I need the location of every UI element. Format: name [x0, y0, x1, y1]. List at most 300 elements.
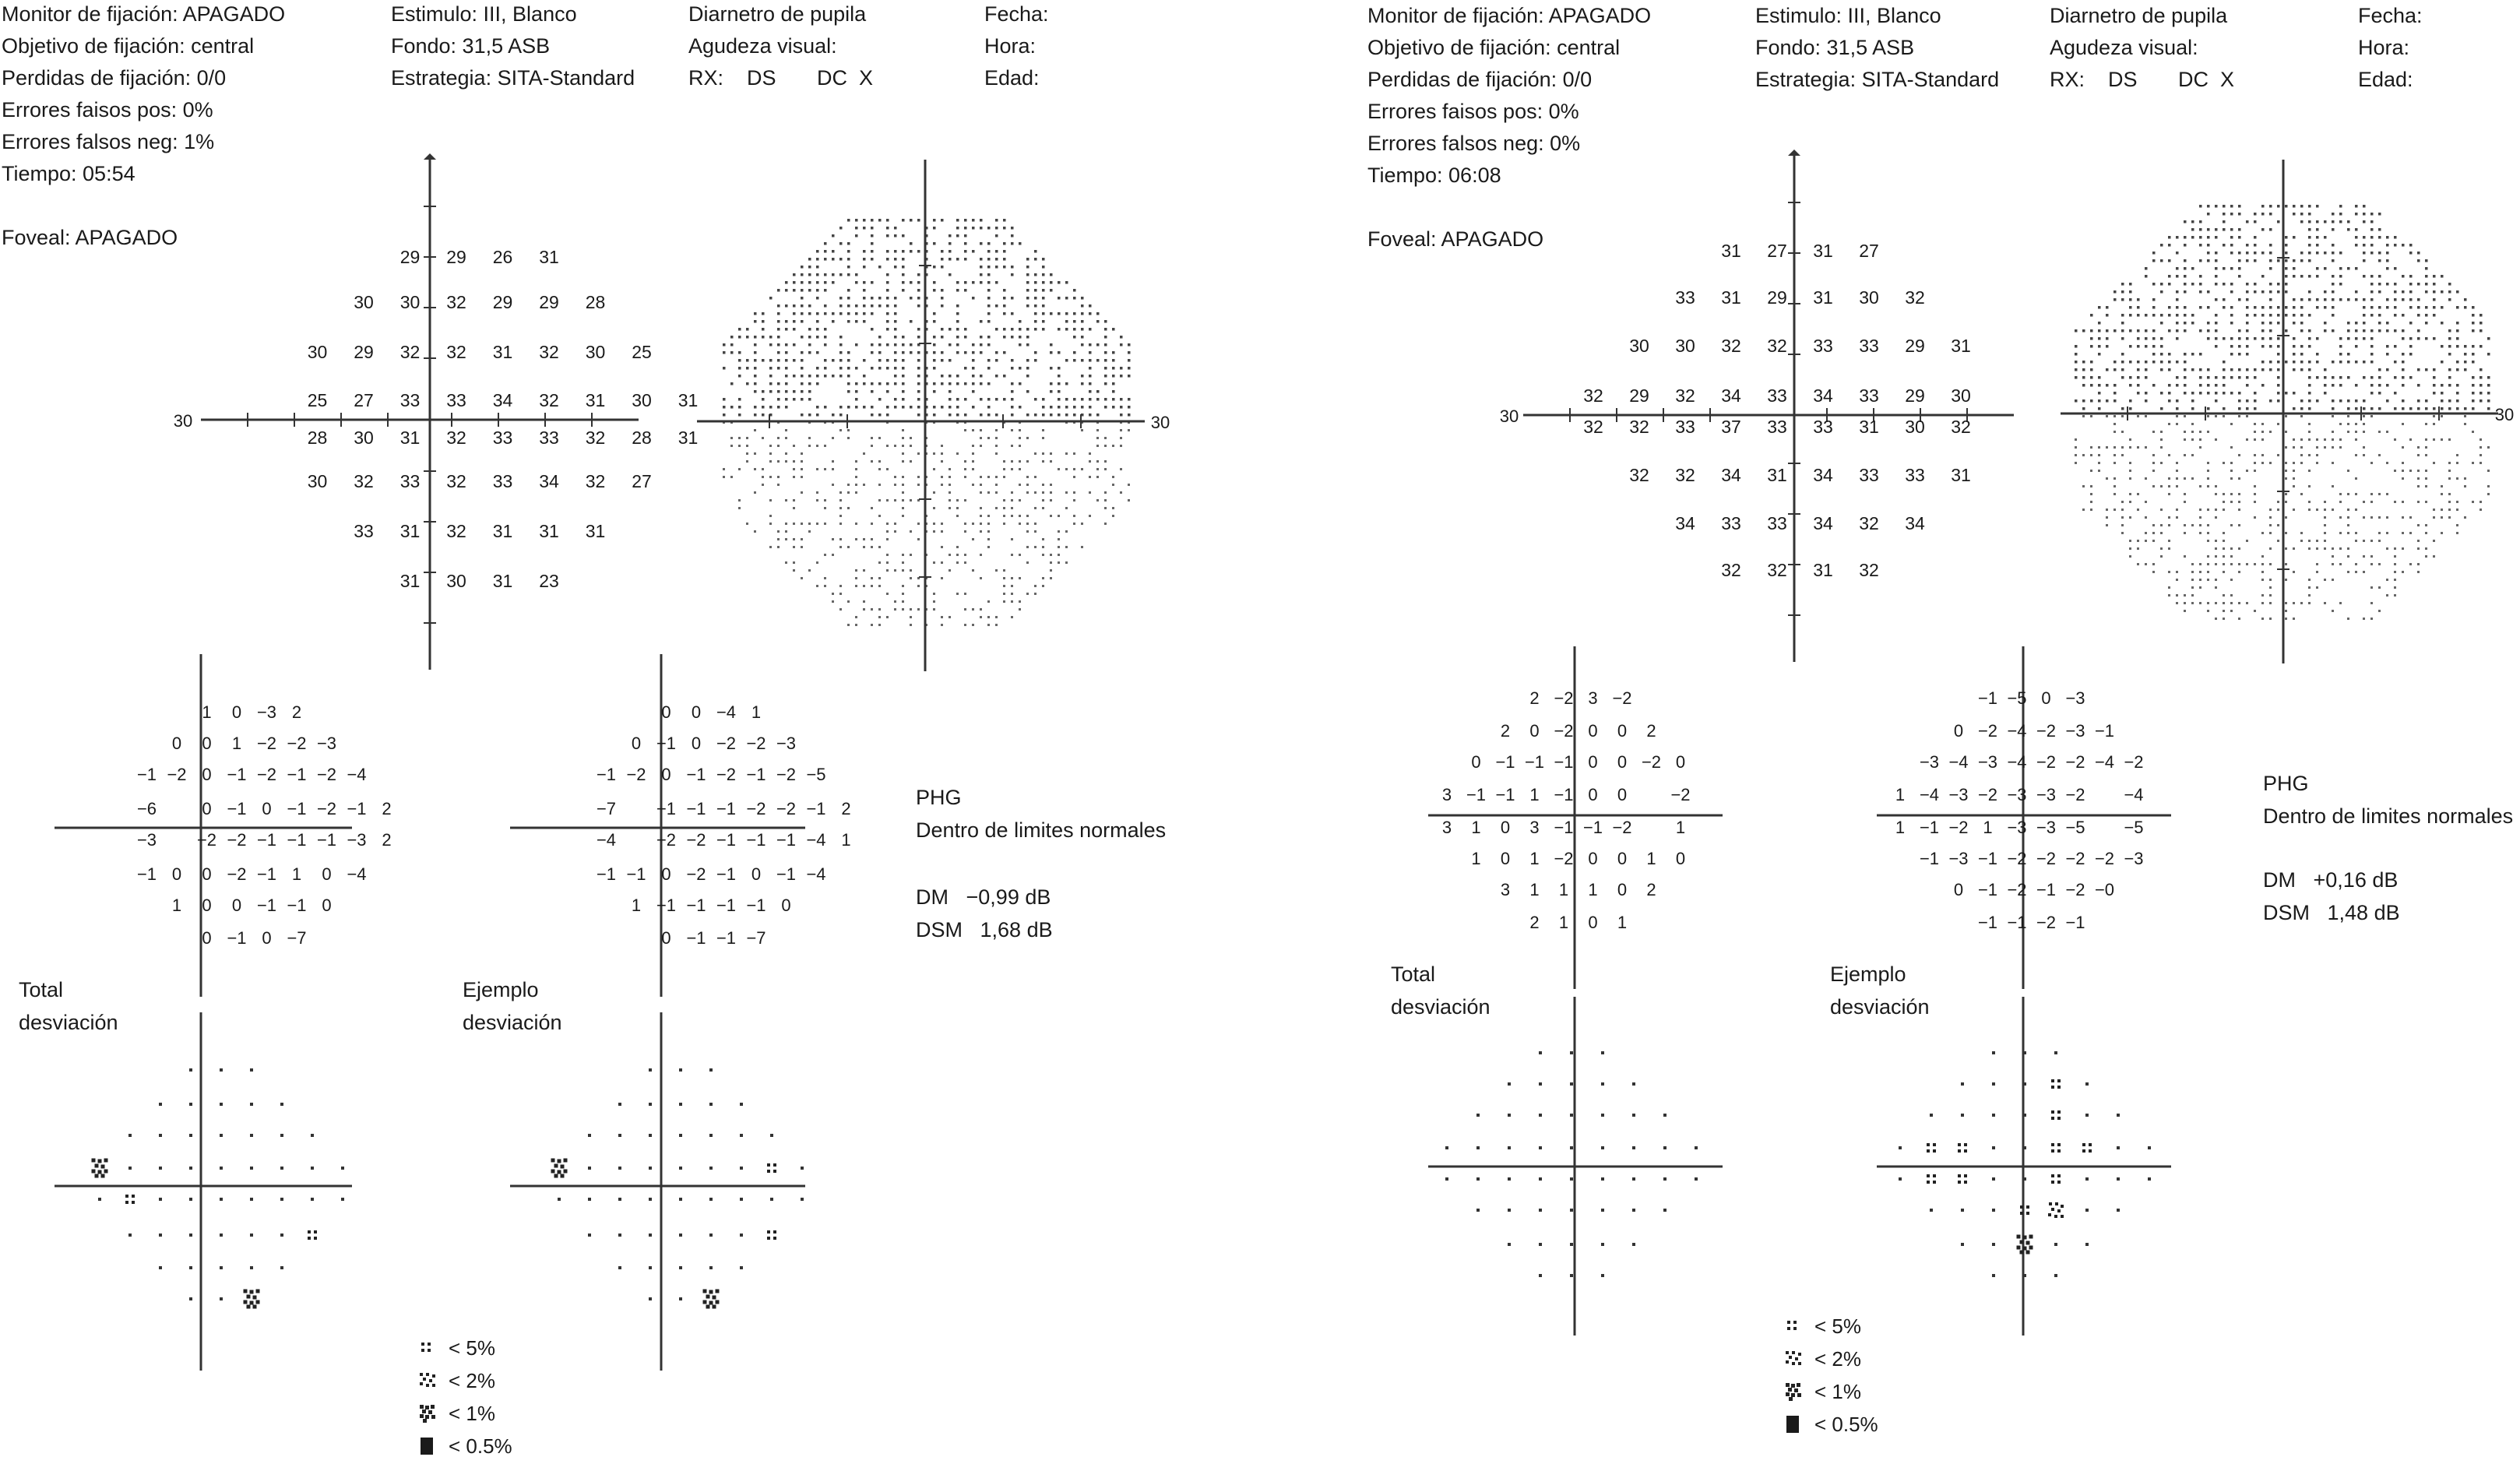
normal-point [1570, 1051, 1573, 1054]
normal-point [1508, 1146, 1511, 1149]
sensitivity-value: 34 [1675, 513, 1695, 533]
pattern-deviation-value: −4 [716, 702, 737, 722]
total-deviation-value: 1 [1471, 818, 1481, 837]
pattern-deviation-value: −1 [686, 928, 706, 948]
total-deviation-value: −1 [316, 830, 337, 850]
sensitivity-value: 32 [1583, 385, 1603, 406]
normal-point [280, 1167, 283, 1170]
sensitivity-value: 29 [1767, 287, 1787, 308]
pattern-deviation-value: −2 [686, 830, 706, 850]
normal-point [189, 1233, 192, 1237]
sensitivity-value: 32 [1583, 417, 1603, 437]
normal-point [709, 1134, 713, 1137]
total-deviation-value: 2 [382, 799, 392, 818]
total-deviation-value: −2 [256, 734, 277, 753]
sensitivity-value: 32 [446, 521, 466, 541]
sensitivity-value: 33 [1767, 385, 1787, 406]
pattern-deviation-value: −2 [2036, 752, 2057, 772]
total-deviation-value: 1 [1471, 849, 1481, 868]
pattern-deviation-value: −1 [686, 799, 706, 818]
sensitivity-value: 30 [399, 292, 421, 312]
normal-point [1476, 1209, 1480, 1212]
pattern-deviation-value: −1 [596, 765, 617, 784]
sensitivity-value: 31 [678, 428, 699, 448]
sensitivity-value: 32 [446, 342, 466, 362]
normal-point [740, 1198, 743, 1201]
sensitivity-value: 30 [354, 428, 374, 448]
p5-icon [1783, 1316, 1805, 1336]
sensitivity-value: 30 [632, 390, 652, 410]
legend-item: < 1% [1783, 1375, 1878, 1408]
normal-point [220, 1068, 223, 1072]
foveal: Foveal: APAGADO [2, 226, 178, 249]
pattern-deviation-value: −2 [1948, 818, 1969, 837]
axis-label-right: 30 [2494, 405, 2515, 424]
total-deviation-value: −1 [227, 928, 247, 948]
sensitivity-value: 32 [585, 428, 606, 448]
total-deviation-value: −1 [136, 765, 157, 784]
pattern-deviation-value: 1 [1983, 818, 1993, 837]
sensitivity-value: 33 [1721, 513, 1741, 533]
probability-legend-left [417, 1332, 512, 1462]
pattern-deviation-value: 0 [661, 702, 671, 722]
normal-point [1632, 1177, 1635, 1181]
sensitivity-value: 29 [446, 247, 466, 267]
pattern-deviation-value: −1 [656, 734, 677, 753]
sensitivity-value: 30 [446, 571, 466, 591]
pattern-deviation-value: −3 [2007, 785, 2027, 804]
total-deviation-value: 1 [231, 734, 242, 753]
sensitivity-value: 27 [1767, 241, 1787, 261]
sensitivity-value: 32 [1859, 560, 1879, 580]
normal-point [649, 1198, 652, 1201]
total-deviation-value: −2 [1554, 721, 1574, 741]
pattern-deviation-value: 0 [661, 928, 671, 948]
p5-icon [767, 1163, 776, 1173]
p1-icon [1783, 1381, 1805, 1402]
dsm-row: DSM 1,48 dB [2263, 901, 2400, 924]
normal-point [159, 1134, 162, 1137]
axis-label-left: 30 [1499, 406, 1519, 426]
p5-icon [2051, 1079, 2061, 1089]
normal-point [1476, 1177, 1480, 1181]
sensitivity-value: 31 [492, 342, 513, 362]
normal-point [311, 1134, 314, 1137]
normal-point [1992, 1114, 1995, 1117]
sensitivity-value: 32 [1859, 513, 1879, 533]
pattern-deviation-value: 0 [751, 864, 762, 884]
total-deviation-value: −2 [227, 830, 247, 850]
normal-point [189, 1266, 192, 1269]
total-deviation-value: −1 [256, 830, 277, 850]
total-deviation-value: 0 [171, 864, 182, 884]
pattern-deviation-value: −2 [2065, 880, 2085, 899]
background: Fondo: 31,5 ASB [391, 34, 551, 58]
pattern-deviation-value: 0 [661, 864, 671, 884]
sensitivity-value: 31 [1813, 560, 1833, 580]
false-pos-errors: Errores faisos pos: 0% [2, 98, 213, 121]
p1-icon [244, 1290, 260, 1309]
total-deviation-value: −1 [256, 896, 277, 915]
normal-point [189, 1297, 192, 1300]
p2-icon [2048, 1202, 2064, 1218]
pattern-deviation-value: −4 [2094, 752, 2115, 772]
total-deviation-value: −1 [1524, 752, 1545, 772]
normal-point [618, 1167, 621, 1170]
normal-point [250, 1198, 253, 1201]
normal-point [189, 1134, 192, 1137]
normal-point [189, 1068, 192, 1072]
normal-point [250, 1266, 253, 1269]
total-deviation-value: 0 [1500, 849, 1511, 868]
sensitivity-value: 32 [1629, 465, 1649, 485]
sensitivity-value: 32 [1767, 336, 1787, 356]
strategy: Estrategia: SITA-Standard [1755, 68, 2000, 91]
normal-point [220, 1134, 223, 1137]
normal-point [2117, 1177, 2120, 1181]
total-deviation-value: 0 [202, 734, 212, 753]
pattern-deviation-value: −2 [2007, 880, 2027, 899]
pattern-deviation-value: −1 [716, 928, 737, 948]
normal-point [1961, 1243, 1964, 1246]
fixation-target: Objetivo de fijación: central [2, 34, 255, 58]
pattern-deviation-value: −1 [1977, 880, 1998, 899]
pattern-deviation-value: −1 [776, 864, 797, 884]
total-deviation-value: −1 [256, 864, 277, 884]
total-deviation-value: −1 [1495, 785, 1515, 804]
background: Fondo: 31,5 ASB [1755, 36, 1915, 59]
sensitivity-value: 29 [1905, 385, 1925, 406]
false-neg-errors: Errores falsos neg: 1% [2, 130, 215, 153]
pattern-deviation-value: 1 [631, 896, 642, 915]
phg-title: PHG [916, 786, 962, 809]
sensitivity-value: 33 [1813, 417, 1833, 437]
p5-icon [2082, 1143, 2092, 1153]
total-deviation-value: 0 [1588, 752, 1598, 772]
normal-point [220, 1266, 223, 1269]
normal-point [189, 1167, 192, 1170]
total-deviation-value: −2 [256, 765, 277, 784]
sensitivity-value: 30 [1859, 287, 1879, 308]
normal-point [2085, 1209, 2089, 1212]
normal-point [1632, 1243, 1635, 1246]
normal-point [618, 1233, 621, 1237]
p5-icon [125, 1195, 135, 1204]
sensitivity-value: 30 [1905, 417, 1925, 437]
total-deviation-value: −7 [287, 928, 307, 948]
total-deviation-value: 0 [202, 799, 212, 818]
foveal: Foveal: APAGADO [1367, 227, 1544, 251]
sensitivity-value: 28 [585, 292, 606, 312]
normal-point [2023, 1146, 2026, 1149]
sensitivity-value: 29 [399, 247, 421, 267]
p05-icon [417, 1436, 439, 1456]
pattern-deviation-value: −2 [626, 765, 646, 784]
sensitivity-value: 32 [1675, 465, 1695, 485]
normal-point [128, 1134, 132, 1137]
normal-point [1663, 1146, 1667, 1149]
total-deviation-value: −3 [347, 830, 367, 850]
pattern-deviation-value: −2 [746, 734, 766, 753]
normal-point [2085, 1082, 2089, 1086]
normal-point [159, 1198, 162, 1201]
pattern-deviation-value: −2 [1977, 785, 1998, 804]
sensitivity-value: 34 [1905, 513, 1925, 533]
pattern-deviation-value: −3 [2036, 818, 2057, 837]
normal-point [1539, 1209, 1542, 1212]
date-label: Fecha: [2358, 4, 2423, 27]
test-duration: Tiempo: 05:54 [2, 162, 136, 185]
pattern-deviation-value: 1 [1895, 785, 1906, 804]
normal-point [770, 1134, 773, 1137]
normal-point [98, 1198, 101, 1201]
total-deviation-value: 2 [1646, 880, 1656, 899]
pattern-deviation-value: −1 [2065, 913, 2085, 932]
normal-point [1601, 1209, 1604, 1212]
normal-point [1445, 1146, 1448, 1149]
dm-row: DM +0,16 dB [2263, 868, 2399, 892]
sensitivity-value: 32 [446, 471, 466, 491]
normal-point [1508, 1243, 1511, 1246]
normal-point [649, 1068, 652, 1072]
total-deviation-value: −2 [167, 765, 187, 784]
phg-result: Dentro de limites normales [2263, 804, 2514, 828]
sensitivity-value: 31 [399, 571, 421, 591]
total-deviation-value: −1 [136, 864, 157, 884]
pattern-deviation-value: 0 [1953, 880, 1964, 899]
dsm-row: DSM 1,68 dB [916, 918, 1053, 941]
total-deviation-value: 0 [1617, 785, 1628, 804]
normal-point [2148, 1146, 2151, 1149]
pattern-deviation-value: −1 [1977, 913, 1998, 932]
pattern-deviation-value: −1 [746, 765, 766, 784]
normal-point [709, 1103, 713, 1106]
sensitivity-value: 32 [1721, 560, 1741, 580]
total-deviation-value: 2 [1529, 688, 1540, 708]
pattern-deviation-value: 0 [1953, 721, 1964, 741]
sensitivity-value: 30 [307, 342, 328, 362]
normal-point [709, 1068, 713, 1072]
normal-point [1570, 1177, 1573, 1181]
normal-point [1601, 1274, 1604, 1277]
total-deviation-value: 1 [1558, 880, 1569, 899]
sensitivity-value: 25 [632, 342, 652, 362]
total-deviation-value: 0 [1617, 752, 1628, 772]
visual-acuity: Agudeza visual: [688, 34, 837, 58]
pattern-deviation-value: −7 [746, 928, 766, 948]
normal-point [341, 1167, 344, 1170]
pattern-deviation-value: −4 [2007, 721, 2027, 741]
legend-item: < 1% [417, 1397, 512, 1430]
total-deviation-value: 3 [1441, 818, 1452, 837]
pattern-deviation-value: −1 [776, 830, 797, 850]
pattern-deviation-value: −1 [716, 896, 737, 915]
normal-point [280, 1103, 283, 1106]
normal-point [1539, 1274, 1542, 1277]
fixation-losses: Perdidas de fijación: 0/0 [2, 66, 227, 90]
sensitivity-value: 31 [1721, 287, 1741, 308]
normal-point [280, 1266, 283, 1269]
total-deviation-value: −2 [316, 799, 337, 818]
sensitivity-value: 29 [492, 292, 513, 312]
sensitivity-value: 23 [539, 571, 559, 591]
sensitivity-value: 30 [1951, 385, 1971, 406]
normal-point [679, 1198, 682, 1201]
pattern-deviation-value: −1 [2094, 721, 2115, 741]
sensitivity-value: 31 [539, 247, 559, 267]
pattern-deviation-label: Ejemplo desviación [1830, 963, 1930, 1019]
total-deviation-value: 0 [1675, 849, 1686, 868]
sensitivity-value: 33 [1675, 287, 1695, 308]
normal-point [1539, 1082, 1542, 1086]
normal-point [588, 1233, 591, 1237]
total-deviation-value: 0 [262, 799, 272, 818]
sensitivity-value: 27 [354, 390, 374, 410]
sensitivity-value: 31 [492, 571, 513, 591]
pattern-deviation-value: 0 [661, 765, 671, 784]
pattern-deviation-label: Ejemplo desviación [463, 978, 562, 1034]
normal-point [280, 1233, 283, 1237]
pattern-deviation-value: 0 [631, 734, 642, 753]
normal-point [679, 1103, 682, 1106]
normal-point [740, 1167, 743, 1170]
sensitivity-value: 30 [307, 471, 328, 491]
sensitivity-value: 31 [539, 521, 559, 541]
pattern-deviation-value: −3 [1948, 785, 1969, 804]
pattern-deviation-value: −3 [2065, 721, 2085, 741]
p5-icon [2051, 1110, 2061, 1120]
rx: RX: DS DC X [2050, 68, 2235, 91]
fixation-monitor: Monitor de fijación: APAGADO [1367, 4, 1652, 27]
pattern-deviation-value: −1 [2036, 880, 2057, 899]
pattern-deviation-value: −1 [656, 799, 677, 818]
pattern-deviation-value: −2 [2036, 849, 2057, 868]
pattern-deviation-value: −2 [656, 830, 677, 850]
dsm-value: 1,48 dB [2327, 901, 2400, 924]
sensitivity-value: 31 [399, 428, 421, 448]
dm-row: DM −0,99 dB [916, 885, 1051, 909]
normal-point [250, 1068, 253, 1072]
pattern-deviation-value: −1 [746, 830, 766, 850]
total-deviation-value: 0 [1588, 785, 1598, 804]
normal-point [341, 1198, 344, 1201]
normal-point [159, 1167, 162, 1170]
normal-point [1601, 1243, 1604, 1246]
normal-point [2117, 1114, 2120, 1117]
normal-point [2085, 1177, 2089, 1181]
false-pos-errors: Errores faisos pos: 0% [1367, 100, 1579, 123]
normal-point [2023, 1114, 2026, 1117]
sensitivity-value: 32 [446, 428, 466, 448]
pattern-deviation-value: −3 [776, 734, 797, 753]
sensitivity-value: 33 [446, 390, 466, 410]
total-deviation-value: −4 [347, 765, 367, 784]
sensitivity-value: 37 [1721, 417, 1741, 437]
normal-point [801, 1198, 804, 1201]
field-plots [1360, 0, 2520, 1464]
sensitivity-value: 27 [1859, 241, 1879, 261]
pattern-deviation-value: −1 [1977, 688, 1998, 708]
sensitivity-value: 33 [492, 428, 513, 448]
normal-point [1601, 1114, 1604, 1117]
total-deviation-value: 3 [1500, 880, 1511, 899]
phg-title: PHG [2263, 772, 2309, 795]
pattern-deviation-value: −3 [1948, 849, 1969, 868]
p1-icon [551, 1159, 568, 1178]
sensitivity-value: 30 [354, 292, 374, 312]
normal-point [1930, 1209, 1933, 1212]
sensitivity-value: 31 [1813, 287, 1833, 308]
pattern-deviation-value: 1 [751, 702, 762, 722]
normal-point [1961, 1082, 1964, 1086]
normal-point [558, 1198, 561, 1201]
total-deviation-value: −2 [1641, 752, 1662, 772]
normal-point [2054, 1274, 2057, 1277]
pattern-deviation-value: −2 [716, 765, 737, 784]
normal-point [1508, 1082, 1511, 1086]
legend-item: < 0.5% [1783, 1408, 1878, 1441]
total-deviation-value: 0 [202, 928, 212, 948]
sensitivity-value: 34 [1813, 465, 1833, 485]
date-label: Fecha: [984, 2, 1049, 26]
p5-icon [308, 1230, 317, 1240]
total-deviation-value: −1 [227, 765, 247, 784]
total-deviation-value: 3 [1529, 818, 1540, 837]
axis-end-mark [1788, 150, 1800, 156]
total-deviation-value: 0 [322, 896, 332, 915]
stimulus: Estimulo: III, Blanco [391, 2, 577, 26]
p5-icon [2051, 1143, 2061, 1153]
normal-point [618, 1198, 621, 1201]
normal-point [679, 1068, 682, 1072]
total-deviation-value: −2 [1554, 849, 1574, 868]
rx: RX: DS DC X [688, 66, 874, 90]
normal-point [2054, 1243, 2057, 1246]
sensitivity-value: 32 [585, 471, 606, 491]
total-deviation-value: 2 [1529, 913, 1540, 932]
normal-point [2023, 1274, 2026, 1277]
age-label: Edad: [2358, 68, 2413, 91]
total-deviation-value: 2 [1646, 721, 1656, 741]
pattern-deviation-value: 0 [781, 896, 791, 915]
normal-point [801, 1167, 804, 1170]
probability-legend-right [1783, 1310, 1878, 1441]
pattern-deviation-value: −4 [596, 830, 617, 850]
sensitivity-value: 32 [446, 292, 466, 312]
sensitivity-value: 30 [1629, 336, 1649, 356]
normal-point [1992, 1274, 1995, 1277]
p2-icon [1783, 1349, 1805, 1369]
sensitivity-value: 32 [1675, 385, 1695, 406]
pattern-deviation-value: −7 [596, 799, 617, 818]
total-deviation-label: Total desviación [1391, 963, 1491, 1019]
normal-point [1539, 1114, 1542, 1117]
pattern-deviation-value: −5 [2124, 818, 2144, 837]
p5-icon [417, 1338, 439, 1358]
normal-point [250, 1167, 253, 1170]
pattern-deviation-value: −2 [776, 765, 797, 784]
visual-acuity: Agudeza visual: [2050, 36, 2198, 59]
total-deviation-value: −2 [287, 734, 307, 753]
normal-point [1476, 1114, 1480, 1117]
pupil-diameter: Diarnetro de pupila [2050, 4, 2228, 27]
sensitivity-value: 33 [1905, 465, 1925, 485]
normal-point [220, 1233, 223, 1237]
normal-point [1476, 1146, 1480, 1149]
total-deviation-value: 0 [1471, 752, 1481, 772]
total-deviation-value: 0 [322, 864, 332, 884]
total-deviation-value: 0 [1529, 721, 1540, 741]
